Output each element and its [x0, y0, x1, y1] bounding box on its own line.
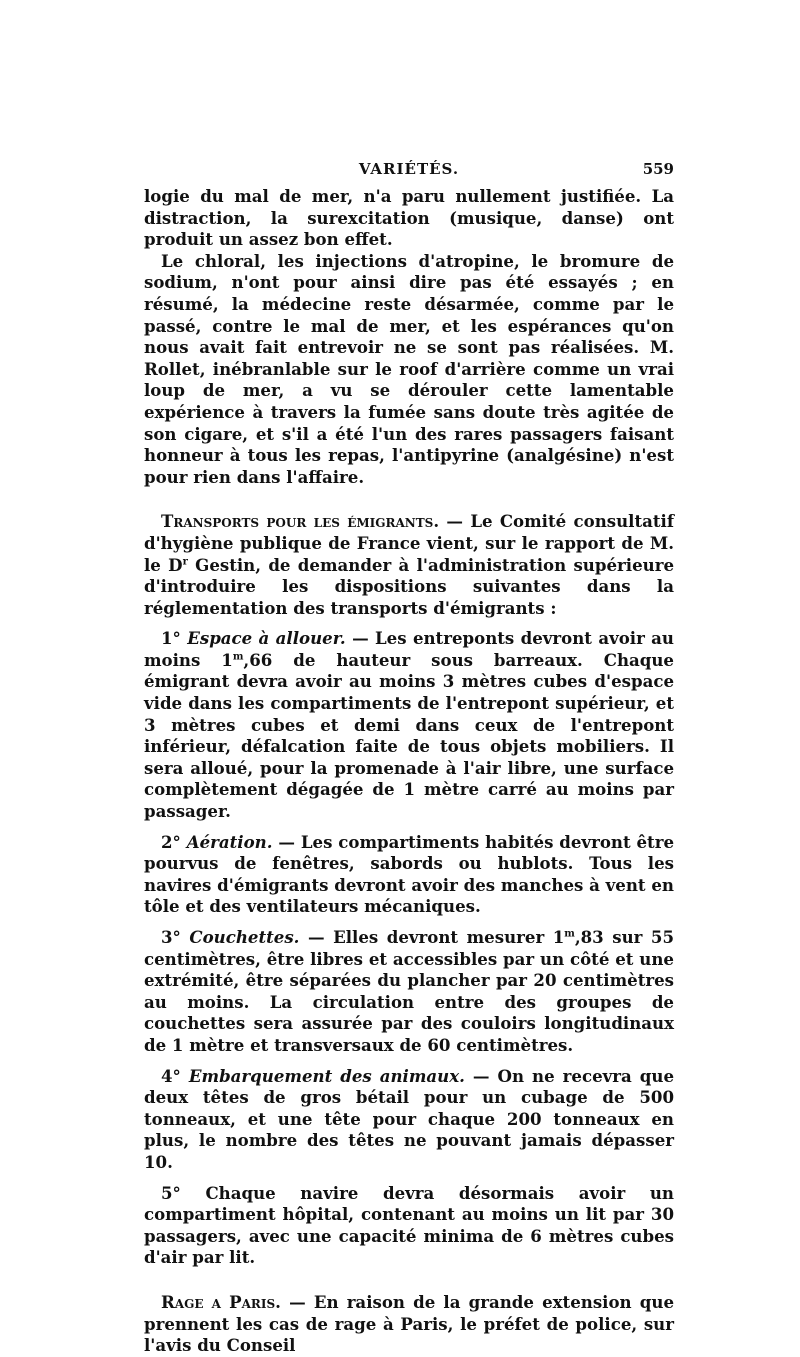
item-number: 4° — [161, 1065, 189, 1086]
item-title: Couchettes. — [189, 927, 300, 947]
item-text: — On ne recevra que deux têtes de gros bétail pour un cubage de 500 tonneaux, et une tête pour chaque 200 tonneaux en plus, le nombre des têtes ne pouvant jamais dépasser 10. — [144, 1065, 675, 1172]
paragraph-continuation: logie du mal de mer, n'a paru nullement justifiée. La distraction, la surexcitation (musique, danse) ont produit un assez bon effet. — [144, 186, 674, 250]
section-text: — En raison de la grande extension que prennent les cas de rage à Paris, le préfet de police, sur l'avis du Conseil — [144, 1291, 674, 1356]
section-heading-rage: Rage a Paris. — [161, 1291, 281, 1312]
section-heading-transports: Transports pour les émigrants. — [161, 511, 440, 532]
body-text — [144, 186, 674, 1357]
list-item-1 — [144, 628, 674, 822]
superscript-m: m — [232, 651, 244, 663]
item-text: — Les compartiments habités devront être pourvus de fenêtres, sabords ou hublots. Tous les navires d'émigrants devront avoir des manches à vent en tôle et des ventilateurs mécaniques. — [144, 831, 674, 917]
paragraph-chloral: Le chloral, les injections d'atropine, le bromure de sodium, n'ont pour ainsi dire pas été essayés ; en résumé, la médecine reste désarmée, comme par le passé, contre le mal de mer, et les espérances qu'on nous avait fait entrevoir ne se sont pas réalisées. M. Rollet, inébranlable sur le roof d'arrière comme un vrai loup de mer, a vu se dérouler cette lamentable expérience à travers la fumée sans doute très agitée de son cigare, et s'il a été l'un des rares passagers faisant honneur à tous les repas, l'antipyrine (analgésine) n'est pour rien dans l'affaire. — [144, 250, 674, 487]
page-header — [144, 160, 674, 186]
running-head: VARIÉTÉS. — [358, 160, 460, 178]
item-title: Embarquement des animaux. — [188, 1065, 465, 1086]
item-number: 2° — [161, 831, 187, 852]
item-number: 3° — [161, 927, 190, 947]
section-transports — [144, 511, 674, 619]
list-item-2 — [144, 832, 674, 918]
page-number: 559 — [642, 160, 674, 178]
list-item-5: 5° Chaque navire devra désormais avoir un compartiment hôpital, contenant au moins un lit par 30 passagers, avec une capacité minima de 6 mètres cubes d'air par lit. — [144, 1182, 674, 1268]
item-text-a: — Les entreponts devront avoir au moins 1 — [144, 628, 674, 670]
list-item-3 — [144, 927, 674, 1057]
item-text-b: ,83 sur 55 centimètres, être libres et accessibles par un côté et une extrémité, être séparées du plancher par 20 centimètres au moins. La circulation entre des groupes de couchettes sera assurée par des couloirs longitudinaux de 1 mètre et transversaux de 60 centimètres. — [144, 927, 674, 1055]
superscript-dr: r — [182, 555, 188, 567]
superscript-m: m — [564, 928, 575, 940]
section-text-a: — Le Comité consultatif d'hygiène publique de France vient, sur le rapport de M. le D — [144, 511, 674, 575]
section-rage — [144, 1292, 674, 1357]
item-text-b: ,66 de hauteur sous barreaux. Chaque émigrant devra avoir au moins 3 mètres cubes d'espace vide dans les compartiments de l'entrepont supérieur, et 3 mètres cubes et demi dans ceux de l'entrepont inférieur, défalcation faite de tous objets mobiliers. Il sera alloué, pour la promenade à l'air libre, une surface complètement dégagée de 1 mètre carré au moins par passager. — [144, 649, 674, 822]
item-title: Aération. — [186, 831, 273, 852]
item-title: Espace à allouer. — [187, 628, 346, 649]
item-text-a: — Elles devront mesurer 1 — [299, 927, 565, 947]
list-item-4 — [144, 1066, 674, 1174]
item-number: 1° — [161, 628, 188, 649]
section-text-b: Gestin, de demander à l'administration supérieure d'introduire les dispositions suivantes dans la réglementation des transports d'émigrants : — [144, 554, 675, 618]
